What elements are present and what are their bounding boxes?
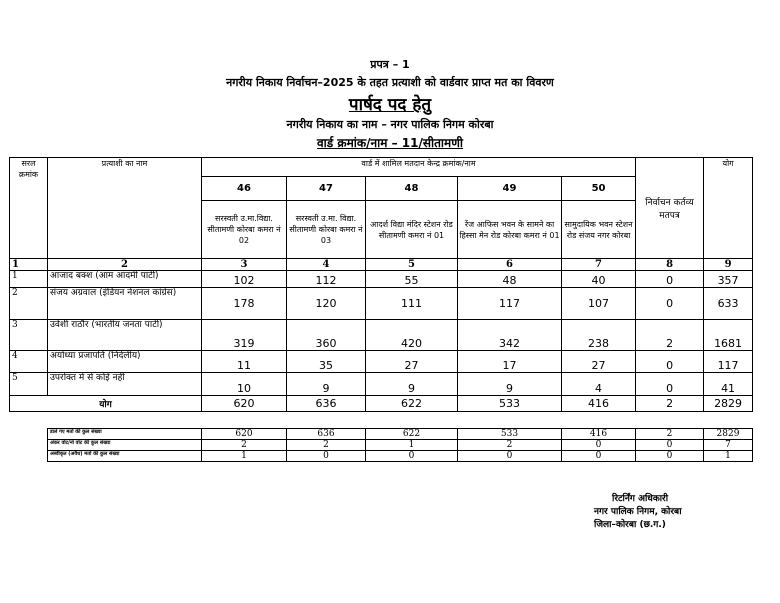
summary-cell: 2829	[704, 429, 753, 440]
index-cell: 2	[48, 259, 202, 271]
center-number: 47	[287, 177, 366, 201]
row-serial: 2	[10, 288, 48, 320]
summary-table	[47, 428, 753, 462]
table-row	[10, 351, 753, 373]
vote-cell: 9	[458, 373, 562, 396]
center-number: 50	[562, 177, 636, 201]
vote-cell: 360	[287, 320, 366, 351]
center-name: सामुदायिक भवन स्टेशन रोड संजय नगर कोरबा	[562, 201, 636, 259]
signature-office: नगर पालिक निगम, कोरबा	[594, 507, 682, 517]
duty-cell: 0	[636, 271, 704, 288]
vote-cell: 48	[458, 271, 562, 288]
summary-row	[48, 451, 753, 462]
summary-cell: 1	[366, 440, 458, 451]
form-number: प्रपत्र – 1	[370, 58, 410, 71]
total-cell: 1681	[704, 320, 753, 351]
vote-cell: 55	[366, 271, 458, 288]
results-table	[9, 157, 753, 412]
summary-cell: 1	[202, 451, 287, 462]
column-index-row	[10, 259, 753, 271]
vote-cell: 112	[287, 271, 366, 288]
header-total: योग	[704, 158, 753, 259]
total-cell: 41	[704, 373, 753, 396]
center-number: 46	[202, 177, 287, 201]
vote-cell: 10	[202, 373, 287, 396]
center-name: रेंज आफिस भवन के सामने का हिस्सा मेन रोड कोरबा कमरा नं 01	[458, 201, 562, 259]
total-vote-cell: 416	[562, 396, 636, 412]
summary-cell: 2	[458, 440, 562, 451]
index-cell: 7	[562, 259, 636, 271]
vote-cell: 9	[366, 373, 458, 396]
summary-row	[48, 429, 753, 440]
total-label: योग	[10, 396, 202, 412]
summary-cell: 0	[562, 451, 636, 462]
vote-cell: 27	[366, 351, 458, 373]
vote-cell: 238	[562, 320, 636, 351]
summary-cell: 2	[636, 429, 704, 440]
summary-cell: 416	[562, 429, 636, 440]
duty-cell: 0	[636, 288, 704, 320]
summary-cell: 7	[704, 440, 753, 451]
center-name: सरस्वती उ.मा. विद्या. सीतामणी कोरबा कमरा नं 03	[287, 201, 366, 259]
vote-cell: 107	[562, 288, 636, 320]
total-cell: 357	[704, 271, 753, 288]
summary-cell: 2	[202, 440, 287, 451]
table-row	[10, 288, 753, 320]
table-row	[10, 271, 753, 288]
vote-cell: 178	[202, 288, 287, 320]
summary-cell: 0	[287, 451, 366, 462]
summary-label: डाले गए मतों की कुल संख्या	[48, 429, 202, 440]
vote-cell: 35	[287, 351, 366, 373]
index-cell: 6	[458, 259, 562, 271]
duty-cell: 0	[636, 351, 704, 373]
summary-cell: 0	[636, 451, 704, 462]
table-row	[10, 373, 753, 396]
candidate-name: संजय अग्रवाल (इंडियन नेशनल कांग्रेस)	[48, 288, 202, 320]
header-centers: वार्ड में शामिल मतदान केन्द्र क्रमांक/नाम	[202, 158, 636, 177]
duty-cell: 2	[636, 320, 704, 351]
body-name: नगरीय निकाय का नाम – नगर पालिक निगम कोरबा	[286, 118, 494, 131]
row-serial: 1	[10, 271, 48, 288]
post-heading: पार्षद पद हेतु	[348, 95, 432, 115]
header-candidate: प्रत्याशी का नाम	[48, 158, 202, 259]
duty-cell: 0	[636, 373, 704, 396]
summary-cell: 620	[202, 429, 287, 440]
header-duty: निर्वाचन कर्तव्य मतपत्र	[636, 158, 704, 259]
index-cell: 5	[366, 259, 458, 271]
total-cell: 117	[704, 351, 753, 373]
summary-cell: 2	[287, 440, 366, 451]
vote-cell: 120	[287, 288, 366, 320]
vote-cell: 342	[458, 320, 562, 351]
summary-cell: 0	[562, 440, 636, 451]
summary-cell: 636	[287, 429, 366, 440]
index-cell: 8	[636, 259, 704, 271]
total-vote-cell: 533	[458, 396, 562, 412]
index-cell: 4	[287, 259, 366, 271]
summary-label: अस्वीकृत (अवैध) मतों की कुल संख्या	[48, 451, 202, 462]
document-title: नगरीय निकाय निर्वाचन–2025 के तहत प्रत्याशी को वार्डवार प्राप्त मत का विवरण	[226, 76, 554, 89]
vote-cell: 4	[562, 373, 636, 396]
vote-cell: 9	[287, 373, 366, 396]
summary-cell: 0	[366, 451, 458, 462]
row-serial: 3	[10, 320, 48, 351]
vote-cell: 102	[202, 271, 287, 288]
vote-cell: 40	[562, 271, 636, 288]
vote-cell: 17	[458, 351, 562, 373]
total-row	[10, 396, 753, 412]
candidate-name: उर्वशी राठौर (भारतीय जनता पार्टी)	[48, 320, 202, 351]
row-serial: 5	[10, 373, 48, 396]
signature-title: रिटर्निंग अधिकारी	[612, 494, 669, 504]
center-number: 49	[458, 177, 562, 201]
table-row	[10, 320, 753, 351]
ward-name: वार्ड क्रमांक/नाम – 11/सीतामणी	[317, 136, 463, 150]
vote-cell: 319	[202, 320, 287, 351]
total-vote-cell: 636	[287, 396, 366, 412]
total-cell: 633	[704, 288, 753, 320]
vote-cell: 420	[366, 320, 458, 351]
candidate-name: उपरोक्त में से कोई नहीं	[48, 373, 202, 396]
total-vote-cell: 622	[366, 396, 458, 412]
summary-cell: 1	[704, 451, 753, 462]
index-cell: 9	[704, 259, 753, 271]
summary-label: अंकर वोट/नो वोट की कुल संख्या	[48, 440, 202, 451]
summary-cell: 0	[636, 440, 704, 451]
summary-row	[48, 440, 753, 451]
grand-total-cell: 2829	[704, 396, 753, 412]
vote-cell: 117	[458, 288, 562, 320]
summary-cell: 533	[458, 429, 562, 440]
total-vote-cell: 620	[202, 396, 287, 412]
total-duty-cell: 2	[636, 396, 704, 412]
center-number: 48	[366, 177, 458, 201]
vote-cell: 111	[366, 288, 458, 320]
signature-district: जिला–कोरबा (छ.ग.)	[594, 520, 666, 530]
vote-cell: 27	[562, 351, 636, 373]
index-cell: 1	[10, 259, 48, 271]
summary-cell: 622	[366, 429, 458, 440]
candidate-name: आजाद बक्श (आम आदमी पार्टी)	[48, 271, 202, 288]
candidate-name: अयोध्या प्रजापति (निर्दलीय)	[48, 351, 202, 373]
center-name: आदर्श विद्या मंदिर स्टेशन रोड सीतामणी कमरा नं 01	[366, 201, 458, 259]
summary-cell: 0	[458, 451, 562, 462]
header-serial: सरल क्रमांक	[10, 158, 48, 259]
vote-cell: 11	[202, 351, 287, 373]
row-serial: 4	[10, 351, 48, 373]
index-cell: 3	[202, 259, 287, 271]
center-name: सरस्वती उ.मा.विद्या. सीतामणी कोरबा कमरा नं 02	[202, 201, 287, 259]
